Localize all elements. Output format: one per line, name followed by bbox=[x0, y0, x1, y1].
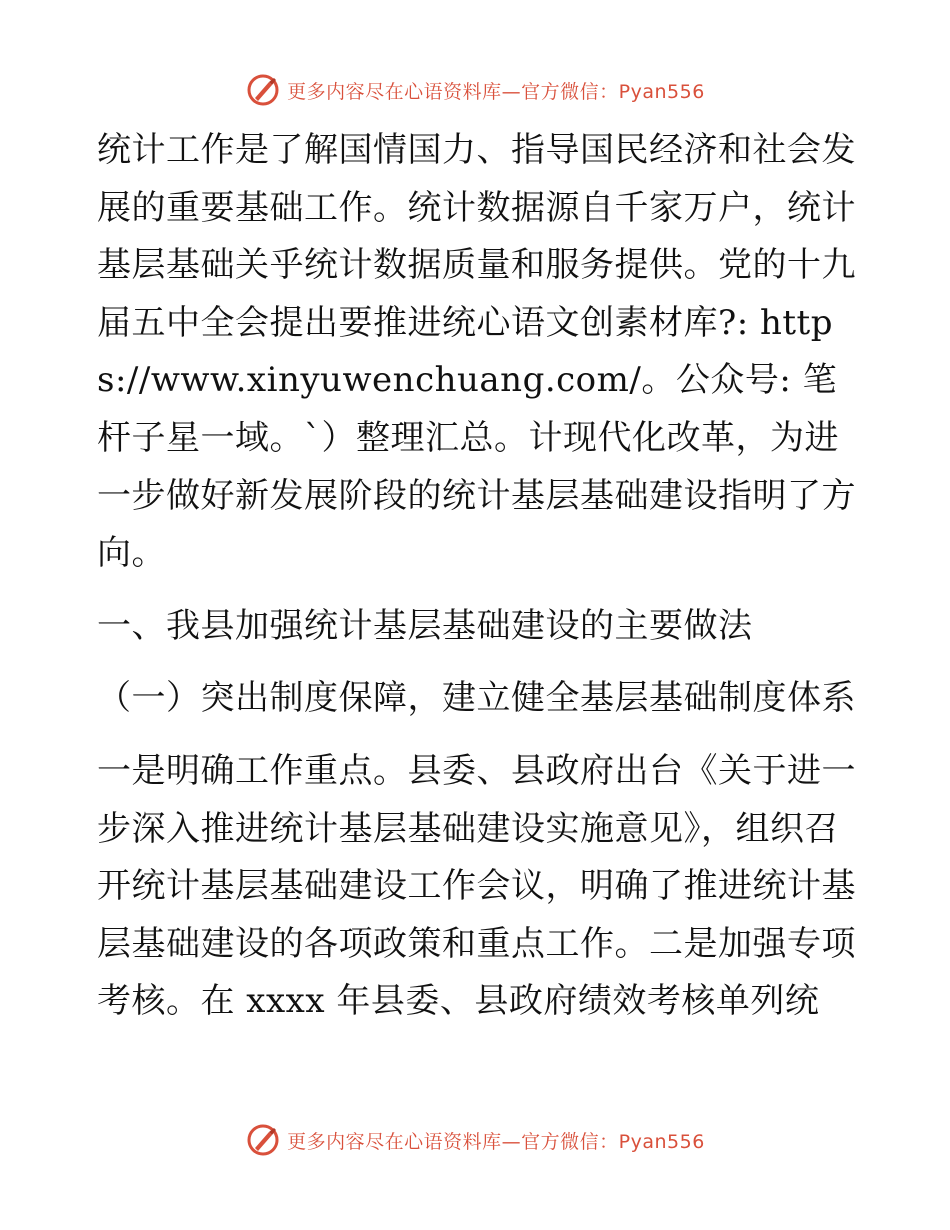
watermark-text: 更多内容尽在心语资料库—官方微信：Pyan556 bbox=[287, 1130, 705, 1153]
paragraph-body: 一是明确工作重点。县委、县政府出台《关于进一步深入推进统计基层基础建设实施意见》，组织召开统计基层基础建设工作会议，明确了推进统计基层基础建设的各项政策和重点工作。二是加强专项考核。在 xxxx 年县委、县政府绩效考核单列统 bbox=[97, 750, 856, 1022]
document-body bbox=[97, 122, 857, 1031]
header-watermark-banner bbox=[0, 70, 950, 110]
pen-logo-icon bbox=[245, 1122, 281, 1158]
footer-watermark-banner bbox=[0, 1120, 950, 1160]
subsection-heading: （一）突出制度保障，建立健全基层基础制度体系 bbox=[97, 678, 856, 719]
pen-logo-icon bbox=[245, 72, 281, 108]
watermark-text: 更多内容尽在心语资料库—官方微信：Pyan556 bbox=[287, 80, 705, 103]
section-heading: 一、我县加强统计基层基础建设的主要做法 bbox=[97, 605, 753, 646]
paragraph-intro: 统计工作是了解国情国力、指导国民经济和社会发展的重要基础工作。统计数据源自千家万户，统计基层基础关乎统计数据质量和服务提供。党的十九届五中全会提出要推进统心语文创素材库?: https://www.xinyuwenchuang.com/。公众号: 笔杆子星一域。`）整理汇总。计现代化改革，为进一步做好新发展阶段的统计基层基础建设指明了方向。 bbox=[97, 130, 856, 574]
